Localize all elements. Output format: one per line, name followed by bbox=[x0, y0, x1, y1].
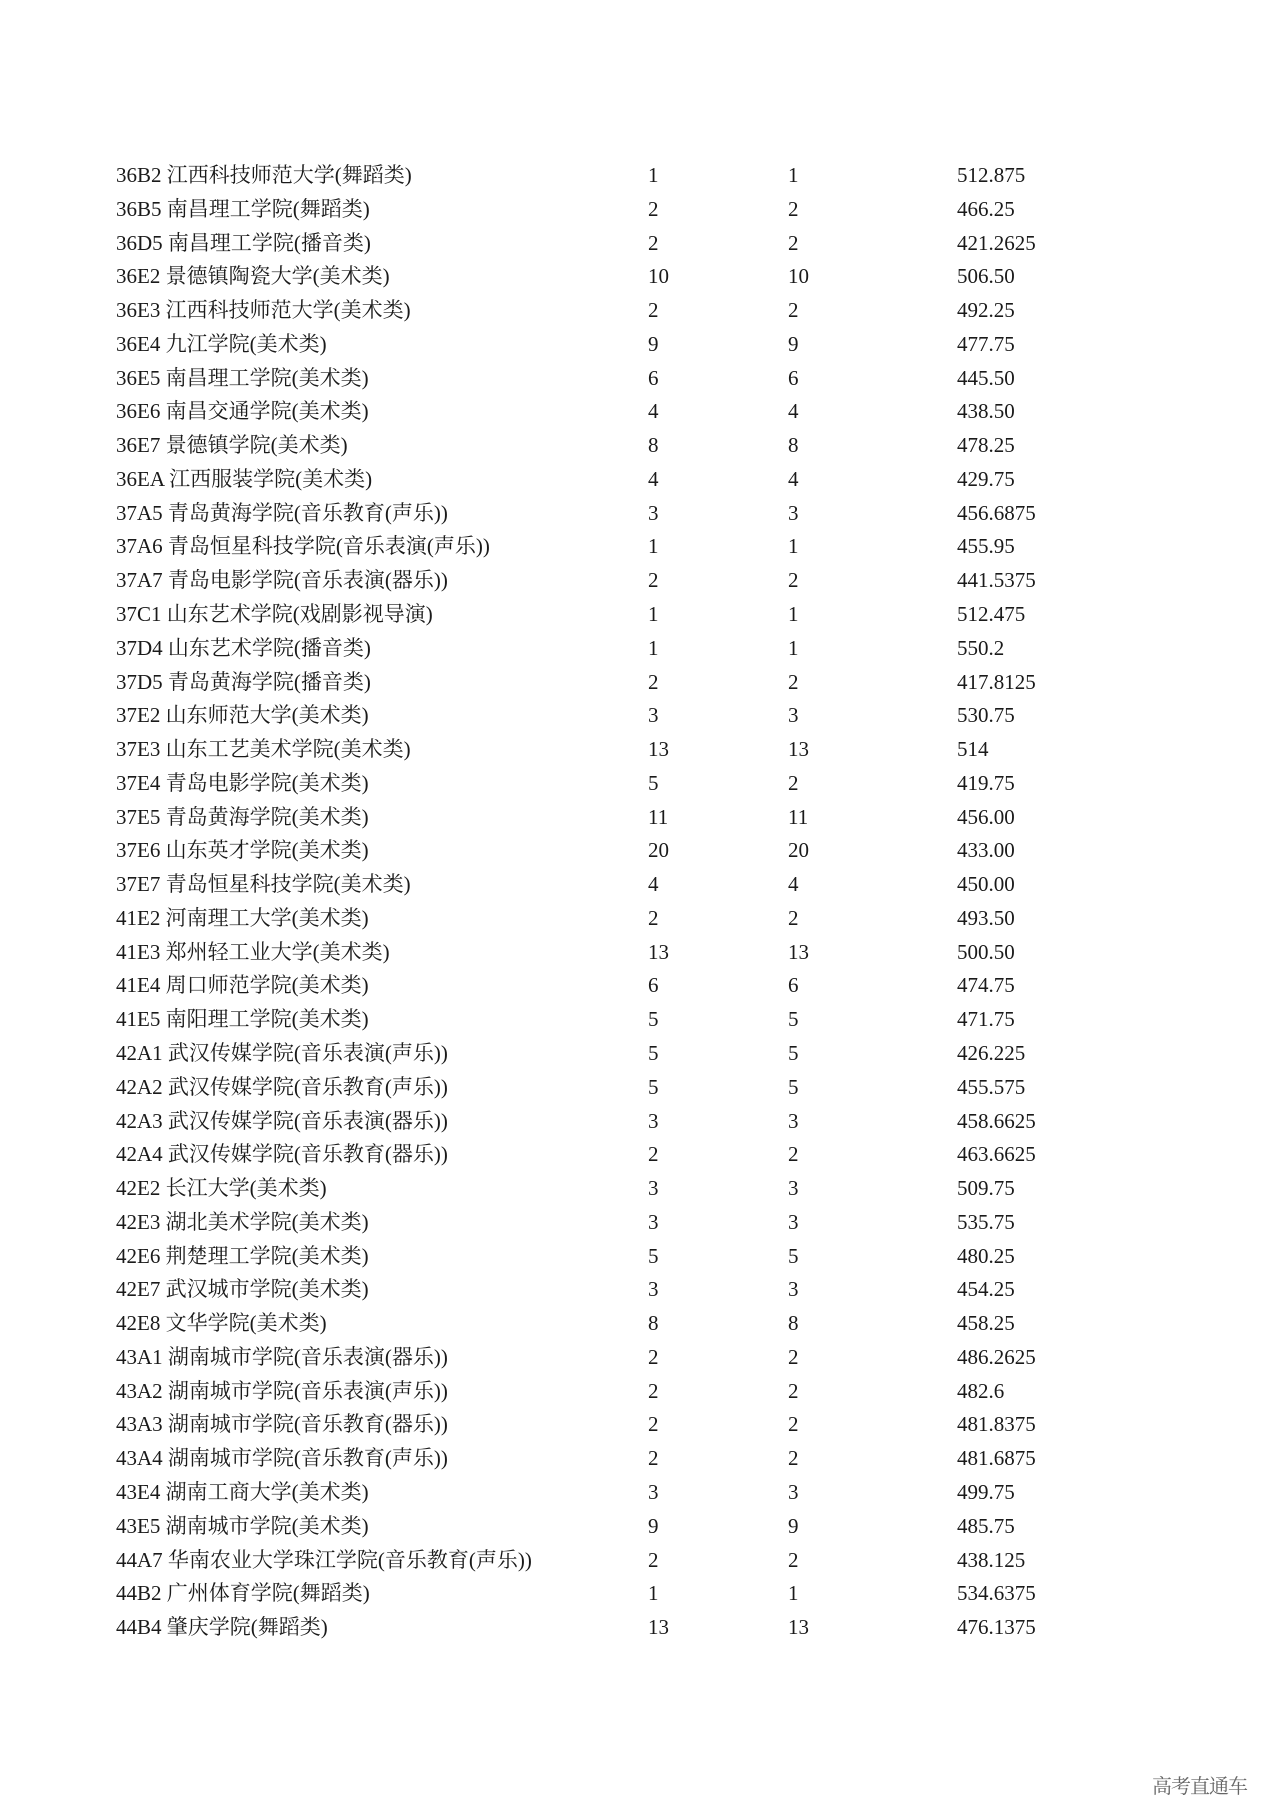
school-major: 36EA 江西服装学院(美术类) bbox=[116, 466, 373, 491]
table-row bbox=[0, 363, 1280, 393]
min-score: 477.75 bbox=[957, 331, 1015, 356]
table-row bbox=[0, 1578, 1280, 1608]
admitted-count: 6 bbox=[788, 973, 799, 998]
school-major: 36E7 景德镇学院(美术类) bbox=[116, 433, 348, 458]
admitted-count: 3 bbox=[788, 500, 799, 525]
school-major: 43A2 湖南城市学院(音乐表演(声乐)) bbox=[116, 1378, 448, 1403]
table-row bbox=[0, 903, 1280, 933]
school-major: 42E7 武汉城市学院(美术类) bbox=[116, 1277, 369, 1302]
plan-count: 2 bbox=[648, 1344, 659, 1369]
school-major: 43E4 湖南工商大学(美术类) bbox=[116, 1480, 369, 1505]
min-score: 535.75 bbox=[957, 1209, 1015, 1234]
table-row bbox=[0, 1342, 1280, 1372]
school-major: 43E5 湖南城市学院(美术类) bbox=[116, 1513, 369, 1538]
min-score: 512.475 bbox=[957, 602, 1026, 626]
min-score: 550.2 bbox=[957, 635, 1005, 660]
admitted-count: 4 bbox=[788, 399, 799, 424]
min-score: 458.25 bbox=[957, 1311, 1015, 1336]
plan-count: 6 bbox=[648, 365, 659, 390]
admitted-count: 2 bbox=[788, 1412, 799, 1437]
admitted-count: 2 bbox=[788, 230, 799, 255]
school-major: 42A3 武汉传媒学院(音乐表演(器乐)) bbox=[116, 1108, 448, 1133]
plan-count: 2 bbox=[648, 196, 659, 221]
plan-count: 3 bbox=[648, 1480, 659, 1505]
plan-count: 2 bbox=[648, 1142, 659, 1167]
table-row bbox=[0, 1207, 1280, 1237]
admitted-count: 5 bbox=[788, 1007, 799, 1032]
table-row bbox=[0, 1139, 1280, 1169]
min-score: 499.75 bbox=[957, 1480, 1015, 1505]
school-major: 37A7 青岛电影学院(音乐表演(器乐)) bbox=[116, 568, 448, 593]
admitted-count: 13 bbox=[788, 939, 809, 964]
admitted-count: 2 bbox=[788, 1344, 799, 1369]
admitted-count: 2 bbox=[788, 905, 799, 930]
admitted-count: 1 bbox=[788, 534, 799, 559]
school-major: 37E4 青岛电影学院(美术类) bbox=[116, 770, 369, 795]
min-score: 481.6875 bbox=[957, 1446, 1036, 1471]
table-row bbox=[0, 1106, 1280, 1136]
min-score: 485.75 bbox=[957, 1513, 1015, 1538]
school-major: 37E3 山东工艺美术学院(美术类) bbox=[116, 737, 411, 762]
table-row bbox=[0, 1409, 1280, 1439]
table-row bbox=[0, 1004, 1280, 1034]
school-major: 42E8 文华学院(美术类) bbox=[116, 1311, 327, 1336]
school-major: 36E2 景德镇陶瓷大学(美术类) bbox=[116, 264, 390, 289]
plan-count: 2 bbox=[648, 1547, 659, 1572]
plan-count: 20 bbox=[648, 838, 669, 863]
admitted-count: 3 bbox=[788, 1277, 799, 1302]
min-score: 419.75 bbox=[957, 770, 1015, 795]
plan-count: 3 bbox=[648, 1108, 659, 1133]
admitted-count: 3 bbox=[788, 1176, 799, 1201]
table-row bbox=[0, 937, 1280, 967]
table-row bbox=[0, 396, 1280, 426]
min-score: 514 bbox=[957, 737, 989, 762]
plan-count: 9 bbox=[648, 331, 659, 356]
admitted-count: 13 bbox=[788, 737, 809, 762]
table-row bbox=[0, 464, 1280, 494]
min-score: 481.8375 bbox=[957, 1412, 1036, 1437]
school-major: 41E4 周口师范学院(美术类) bbox=[116, 973, 369, 998]
min-score: 463.6625 bbox=[957, 1142, 1036, 1167]
min-score: 512.875 bbox=[957, 163, 1026, 187]
min-score: 454.25 bbox=[957, 1277, 1015, 1302]
min-score: 482.6 bbox=[957, 1378, 1005, 1403]
min-score: 421.2625 bbox=[957, 230, 1036, 255]
school-major: 37C1 山东艺术学院(戏剧影视导演) bbox=[116, 602, 433, 626]
school-major: 41E2 河南理工大学(美术类) bbox=[116, 905, 369, 930]
school-major: 42E3 湖北美术学院(美术类) bbox=[116, 1209, 369, 1234]
table-row bbox=[0, 869, 1280, 899]
table-row bbox=[0, 194, 1280, 224]
admitted-count: 6 bbox=[788, 365, 799, 390]
plan-count: 3 bbox=[648, 500, 659, 525]
table-row bbox=[0, 1477, 1280, 1507]
admitted-count: 3 bbox=[788, 1480, 799, 1505]
table-row bbox=[0, 261, 1280, 291]
table-row bbox=[0, 1376, 1280, 1406]
plan-count: 1 bbox=[648, 635, 659, 660]
min-score: 506.50 bbox=[957, 264, 1015, 289]
min-score: 429.75 bbox=[957, 466, 1015, 491]
plan-count: 4 bbox=[648, 466, 659, 491]
plan-count: 11 bbox=[648, 804, 669, 829]
school-major: 44B4 肇庆学院(舞蹈类) bbox=[116, 1615, 328, 1640]
plan-count: 13 bbox=[648, 939, 669, 964]
min-score: 493.50 bbox=[957, 905, 1015, 930]
admitted-count: 9 bbox=[788, 1513, 799, 1538]
min-score: 438.50 bbox=[957, 399, 1015, 424]
plan-count: 9 bbox=[648, 1513, 659, 1538]
school-major: 36E5 南昌理工学院(美术类) bbox=[116, 365, 369, 390]
admitted-count: 4 bbox=[788, 466, 799, 491]
school-major: 36B2 江西科技师范大学(舞蹈类) bbox=[116, 163, 412, 187]
plan-count: 3 bbox=[648, 1176, 659, 1201]
school-major: 36E4 九江学院(美术类) bbox=[116, 331, 327, 356]
min-score: 534.6375 bbox=[957, 1581, 1036, 1606]
school-major: 42E2 长江大学(美术类) bbox=[116, 1176, 327, 1201]
table-row bbox=[0, 1173, 1280, 1203]
school-major: 42E6 荆楚理工学院(美术类) bbox=[116, 1243, 369, 1268]
plan-count: 5 bbox=[648, 1243, 659, 1268]
school-major: 37E7 青岛恒星科技学院(美术类) bbox=[116, 872, 411, 897]
plan-count: 2 bbox=[648, 1412, 659, 1437]
plan-count: 2 bbox=[648, 669, 659, 694]
min-score: 417.8125 bbox=[957, 669, 1036, 694]
admitted-count: 4 bbox=[788, 872, 799, 897]
min-score: 500.50 bbox=[957, 939, 1015, 964]
table-row bbox=[0, 970, 1280, 1000]
plan-count: 2 bbox=[648, 1378, 659, 1403]
school-major: 42A4 武汉传媒学院(音乐教育(器乐)) bbox=[116, 1142, 448, 1167]
plan-count: 2 bbox=[648, 1446, 659, 1471]
admitted-count: 20 bbox=[788, 838, 809, 863]
min-score: 492.25 bbox=[957, 298, 1015, 323]
table-row bbox=[0, 430, 1280, 460]
plan-count: 3 bbox=[648, 1277, 659, 1302]
table-row bbox=[0, 531, 1280, 561]
table-row bbox=[0, 633, 1280, 663]
admitted-count: 1 bbox=[788, 163, 799, 187]
min-score: 478.25 bbox=[957, 433, 1015, 458]
min-score: 438.125 bbox=[957, 1547, 1026, 1572]
plan-count: 13 bbox=[648, 737, 669, 762]
school-major: 36E3 江西科技师范大学(美术类) bbox=[116, 298, 411, 323]
school-major: 41E3 郑州轻工业大学(美术类) bbox=[116, 939, 390, 964]
table-row bbox=[0, 1038, 1280, 1068]
plan-count: 1 bbox=[648, 602, 659, 626]
plan-count: 2 bbox=[648, 230, 659, 255]
school-major: 43A3 湖南城市学院(音乐教育(器乐)) bbox=[116, 1412, 448, 1437]
plan-count: 1 bbox=[648, 163, 659, 187]
school-major: 36D5 南昌理工学院(播音类) bbox=[116, 230, 371, 255]
plan-count: 5 bbox=[648, 1074, 659, 1099]
min-score: 433.00 bbox=[957, 838, 1015, 863]
table-row bbox=[0, 1511, 1280, 1541]
plan-count: 6 bbox=[648, 973, 659, 998]
admitted-count: 5 bbox=[788, 1041, 799, 1066]
plan-count: 5 bbox=[648, 770, 659, 795]
admitted-count: 1 bbox=[788, 602, 799, 626]
admitted-count: 8 bbox=[788, 433, 799, 458]
school-major: 36E6 南昌交通学院(美术类) bbox=[116, 399, 369, 424]
min-score: 426.225 bbox=[957, 1041, 1026, 1066]
plan-count: 8 bbox=[648, 433, 659, 458]
min-score: 480.25 bbox=[957, 1243, 1015, 1268]
plan-count: 2 bbox=[648, 298, 659, 323]
school-major: 37E2 山东师范大学(美术类) bbox=[116, 703, 369, 728]
admitted-count: 1 bbox=[788, 635, 799, 660]
table-row bbox=[0, 565, 1280, 595]
min-score: 456.00 bbox=[957, 804, 1015, 829]
table-row bbox=[0, 599, 1280, 629]
table-row bbox=[0, 1308, 1280, 1338]
admitted-count: 2 bbox=[788, 1378, 799, 1403]
plan-count: 5 bbox=[648, 1041, 659, 1066]
min-score: 466.25 bbox=[957, 196, 1015, 221]
plan-count: 3 bbox=[648, 703, 659, 728]
admitted-count: 2 bbox=[788, 568, 799, 593]
table-row bbox=[0, 498, 1280, 528]
plan-count: 2 bbox=[648, 568, 659, 593]
min-score: 441.5375 bbox=[957, 568, 1036, 593]
table-row bbox=[0, 1545, 1280, 1575]
min-score: 476.1375 bbox=[957, 1615, 1036, 1640]
plan-count: 4 bbox=[648, 872, 659, 897]
school-major: 37A6 青岛恒星科技学院(音乐表演(声乐)) bbox=[116, 534, 490, 559]
table-row bbox=[0, 295, 1280, 325]
school-major: 43A4 湖南城市学院(音乐教育(声乐)) bbox=[116, 1446, 448, 1471]
admitted-count: 2 bbox=[788, 1142, 799, 1167]
admitted-count: 2 bbox=[788, 196, 799, 221]
school-major: 44B2 广州体育学院(舞蹈类) bbox=[116, 1581, 370, 1606]
school-major: 37D5 青岛黄海学院(播音类) bbox=[116, 669, 371, 694]
admitted-count: 8 bbox=[788, 1311, 799, 1336]
table-row bbox=[0, 228, 1280, 258]
admitted-count: 3 bbox=[788, 703, 799, 728]
school-major: 37A5 青岛黄海学院(音乐教育(声乐)) bbox=[116, 500, 448, 525]
school-major: 36B5 南昌理工学院(舞蹈类) bbox=[116, 196, 370, 221]
school-major: 37E6 山东英才学院(美术类) bbox=[116, 838, 369, 863]
table-row bbox=[0, 802, 1280, 832]
table-row bbox=[0, 768, 1280, 798]
min-score: 530.75 bbox=[957, 703, 1015, 728]
table-row bbox=[0, 1612, 1280, 1642]
table-row bbox=[0, 1241, 1280, 1271]
school-major: 37D4 山东艺术学院(播音类) bbox=[116, 635, 371, 660]
admitted-count: 5 bbox=[788, 1074, 799, 1099]
plan-count: 8 bbox=[648, 1311, 659, 1336]
min-score: 455.95 bbox=[957, 534, 1015, 559]
admitted-count: 2 bbox=[788, 1547, 799, 1572]
table-row bbox=[0, 160, 1280, 190]
admitted-count: 3 bbox=[788, 1108, 799, 1133]
admitted-count: 1 bbox=[788, 1581, 799, 1606]
plan-count: 5 bbox=[648, 1007, 659, 1032]
min-score: 471.75 bbox=[957, 1007, 1015, 1032]
min-score: 458.6625 bbox=[957, 1108, 1036, 1133]
school-major: 41E5 南阳理工学院(美术类) bbox=[116, 1007, 369, 1032]
min-score: 456.6875 bbox=[957, 500, 1036, 525]
min-score: 445.50 bbox=[957, 365, 1015, 390]
admitted-count: 2 bbox=[788, 298, 799, 323]
min-score: 486.2625 bbox=[957, 1344, 1036, 1369]
admitted-count: 2 bbox=[788, 770, 799, 795]
table-row bbox=[0, 1072, 1280, 1102]
admitted-count: 9 bbox=[788, 331, 799, 356]
plan-count: 2 bbox=[648, 905, 659, 930]
table-row bbox=[0, 1443, 1280, 1473]
min-score: 450.00 bbox=[957, 872, 1015, 897]
admitted-count: 3 bbox=[788, 1209, 799, 1234]
admitted-count: 10 bbox=[788, 264, 809, 289]
admitted-count: 13 bbox=[788, 1615, 809, 1640]
plan-count: 10 bbox=[648, 264, 669, 289]
admitted-count: 2 bbox=[788, 669, 799, 694]
admitted-count: 2 bbox=[788, 1446, 799, 1471]
plan-count: 3 bbox=[648, 1209, 659, 1234]
plan-count: 4 bbox=[648, 399, 659, 424]
watermark: 高考直通车 bbox=[1152, 1774, 1247, 1798]
plan-count: 1 bbox=[648, 1581, 659, 1606]
school-major: 37E5 青岛黄海学院(美术类) bbox=[116, 804, 369, 829]
school-major: 42A2 武汉传媒学院(音乐教育(声乐)) bbox=[116, 1074, 448, 1099]
plan-count: 13 bbox=[648, 1615, 669, 1640]
table-row bbox=[0, 329, 1280, 359]
school-major: 43A1 湖南城市学院(音乐表演(器乐)) bbox=[116, 1344, 448, 1369]
admitted-count: 11 bbox=[788, 804, 809, 829]
table-row bbox=[0, 1274, 1280, 1304]
table-row bbox=[0, 667, 1280, 697]
min-score: 474.75 bbox=[957, 973, 1015, 998]
table-row bbox=[0, 835, 1280, 865]
table-row bbox=[0, 734, 1280, 764]
school-major: 44A7 华南农业大学珠江学院(音乐教育(声乐)) bbox=[116, 1547, 532, 1572]
plan-count: 1 bbox=[648, 534, 659, 559]
min-score: 509.75 bbox=[957, 1176, 1015, 1201]
school-major: 42A1 武汉传媒学院(音乐表演(声乐)) bbox=[116, 1041, 448, 1066]
admitted-count: 5 bbox=[788, 1243, 799, 1268]
table-row bbox=[0, 700, 1280, 730]
min-score: 455.575 bbox=[957, 1074, 1026, 1099]
